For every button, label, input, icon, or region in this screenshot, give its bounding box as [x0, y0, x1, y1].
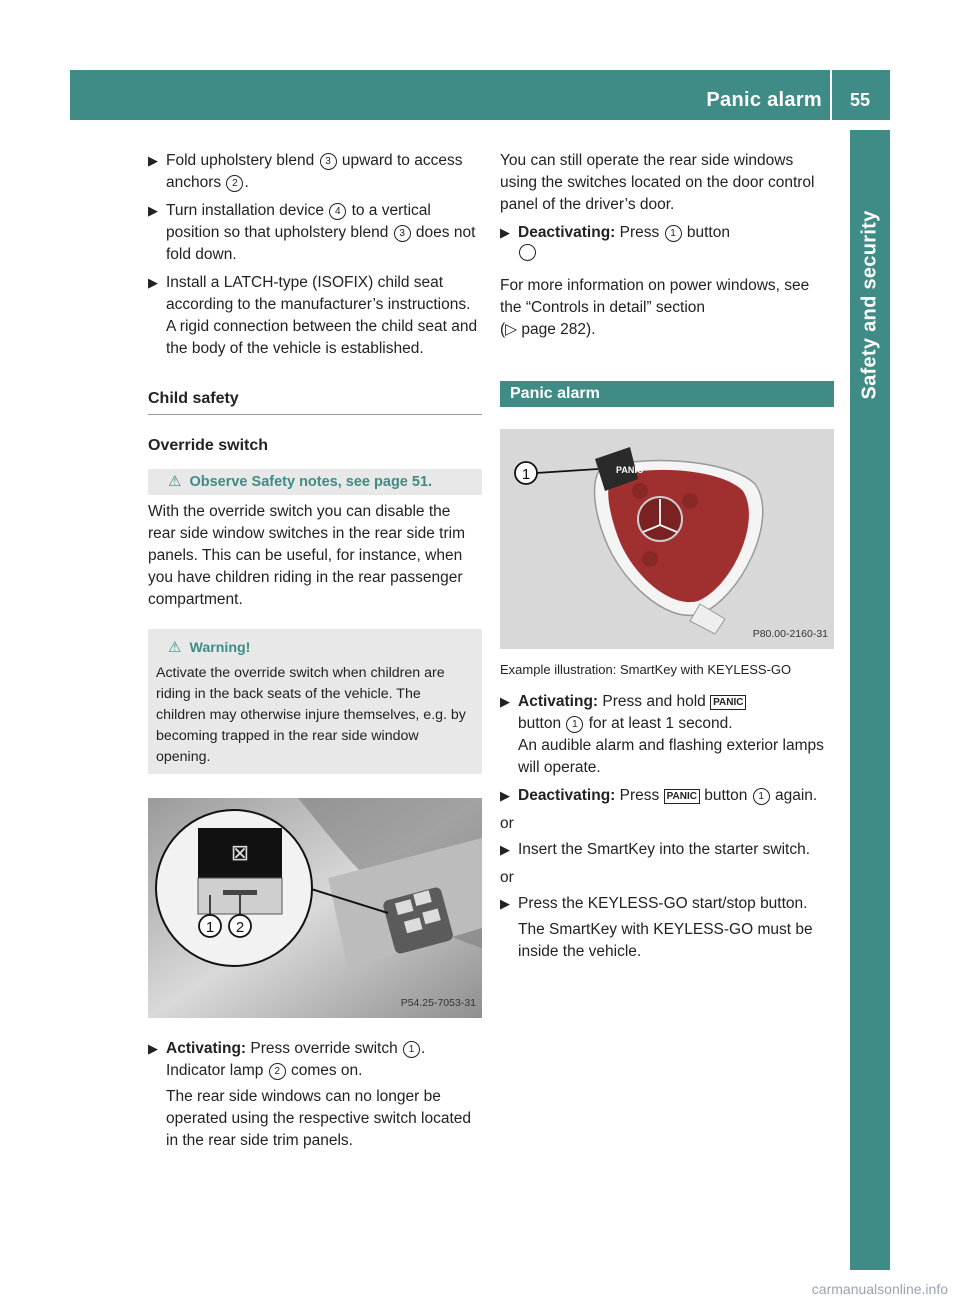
- step-text: Insert the SmartKey into the starter switch.: [518, 841, 811, 858]
- section-title-panic-alarm: Panic alarm: [500, 381, 834, 407]
- warning-triangle-icon: ⚠: [168, 639, 182, 656]
- step-arrow-icon: ▶: [148, 275, 158, 290]
- callout-2: 2: [226, 175, 243, 192]
- left-column: [148, 150, 482, 1158]
- warning-heading: [156, 637, 474, 659]
- step-text: Fold upholstery blend: [166, 152, 319, 169]
- step-arrow-icon: ▶: [500, 896, 510, 911]
- step-arrow-icon: ▶: [500, 694, 510, 709]
- smartkey-illustration: [500, 429, 834, 649]
- step-turn-device: [148, 200, 482, 266]
- step-result: The SmartKey with KEYLESS-GO must be inside the vehicle.: [518, 921, 813, 960]
- side-tab-label: Safety and security: [859, 210, 882, 400]
- step-result: The rear side windows can no longer be operated using the respective switch located in the rear side trim panels.: [166, 1088, 472, 1149]
- step-text: Press and hold: [598, 693, 711, 710]
- more-info: [500, 275, 834, 341]
- step-text: button: [699, 787, 752, 804]
- callout-4: 4: [329, 203, 346, 220]
- safety-note-text[interactable]: Observe Safety notes, see page 51.: [189, 474, 433, 490]
- step-text: upward to access anchors: [166, 152, 463, 191]
- step-label: Deactivating:: [518, 224, 616, 241]
- warning-text: Activate the override switch when children are riding in the back seats of the vehicle. The children may otherwise injure themselves, e.g. by becoming trapped in the rear side window opening.: [156, 665, 466, 765]
- section-title-child-safety: Child safety: [148, 388, 482, 415]
- step-arrow-icon: ▶: [500, 225, 510, 240]
- step-arrow-icon: ▶: [148, 153, 158, 168]
- or-separator: or: [500, 869, 514, 886]
- page-title: Panic alarm: [706, 89, 822, 111]
- step-text: Indicator lamp: [166, 1062, 268, 1079]
- step-result: An audible alarm and flashing exterior lamps will operate.: [518, 737, 824, 776]
- override-switch-figure: [148, 798, 482, 1018]
- warning-box: [148, 629, 482, 774]
- warning-title: Warning!: [189, 640, 251, 656]
- warning-triangle-icon: ⚠: [168, 473, 182, 490]
- figure-callout-1: 1: [521, 466, 531, 483]
- side-tab-label-wrap: [850, 130, 890, 480]
- subsection-override-switch: Override switch: [148, 437, 269, 454]
- callout-3: 3: [394, 225, 411, 242]
- step-text: does not fold down.: [166, 224, 476, 263]
- safety-note: [148, 469, 482, 495]
- step-text: .: [421, 1040, 426, 1057]
- step-text: button: [518, 715, 566, 732]
- step-activate-panic: [500, 691, 834, 779]
- step-arrow-icon: ▶: [500, 788, 510, 803]
- key-panic-label: PANIC: [616, 465, 644, 475]
- figure-caption: Example illustration: SmartKey with KEYLESS-GO: [500, 662, 792, 677]
- step-text: comes on.: [286, 1062, 363, 1079]
- step-text: button: [682, 224, 730, 241]
- callout-1: 1: [753, 788, 770, 805]
- step-keyless-go: [500, 893, 834, 963]
- step-label: Deactivating:: [518, 787, 616, 804]
- callout-3: 3: [320, 153, 337, 170]
- figure-code: P80.00-2160-31: [752, 628, 828, 640]
- step-text: Press: [615, 224, 664, 241]
- callout-2: 2: [269, 1063, 286, 1080]
- step-text: for at least 1 second.: [584, 715, 733, 732]
- more-info-text: For more information on power windows, see the “Controls in detail” section: [500, 277, 810, 316]
- step-text: Turn installation device: [166, 202, 329, 219]
- override-intro: With the override switch you can disable the rear side window switches in the rear side trim panels. This can be useful, for instance, when you have children riding in the rear passenger compartment.: [148, 503, 466, 608]
- callout-1: 1: [665, 225, 682, 242]
- override-switch-illustration: [148, 798, 482, 1018]
- step-activate-override: [148, 1038, 482, 1152]
- figure-callout-1: 1: [205, 919, 215, 936]
- step-deactivate-panic: [500, 785, 834, 807]
- callout-2: [519, 244, 536, 261]
- header-separator: [830, 70, 832, 120]
- figure-code: P54.25-7053-31: [400, 997, 476, 1009]
- watermark: carmanualsonline.info: [811, 1281, 948, 1297]
- page-reference-link[interactable]: (▷ page 282).: [500, 321, 596, 338]
- step-install-seat: [148, 272, 482, 360]
- step-arrow-icon: ▶: [148, 203, 158, 218]
- step-deactivate-override: [500, 222, 834, 269]
- step-result: A rigid connection between the child seat and the body of the vehicle is established.: [166, 318, 478, 357]
- panic-button-symbol: PANIC: [664, 789, 700, 804]
- step-text: Press the KEYLESS-GO start/stop button.: [518, 895, 808, 912]
- rear-window-intro: You can still operate the rear side windows using the switches located on the door control panel of the driver’s door.: [500, 152, 815, 213]
- smartkey-figure: [500, 429, 834, 649]
- figure-callout-2: 2: [235, 919, 245, 936]
- panic-button-symbol: PANIC: [710, 695, 746, 710]
- or-separator: or: [500, 815, 514, 832]
- svg-text:⊠: ⊠: [230, 841, 250, 866]
- callout-1: 1: [403, 1041, 420, 1058]
- step-text: Press: [615, 787, 664, 804]
- step-text: again.: [770, 787, 818, 804]
- step-text: Install a LATCH-type (ISOFIX) child seat according to the manufacturer’s instructions.: [166, 274, 471, 313]
- step-text: Press override switch: [246, 1040, 403, 1057]
- step-label: Activating:: [166, 1040, 247, 1057]
- step-text: .: [244, 174, 249, 191]
- step-arrow-icon: ▶: [500, 842, 510, 857]
- callout-1: 1: [566, 716, 583, 733]
- step-arrow-icon: ▶: [148, 1041, 158, 1056]
- step-label: Activating:: [518, 693, 599, 710]
- step-insert-smartkey: [500, 839, 834, 861]
- step-fold-blend: [148, 150, 482, 194]
- step-text: to a vertical position so that upholstery blend: [166, 202, 431, 241]
- page-number: 55: [849, 90, 871, 110]
- right-column: [500, 150, 834, 969]
